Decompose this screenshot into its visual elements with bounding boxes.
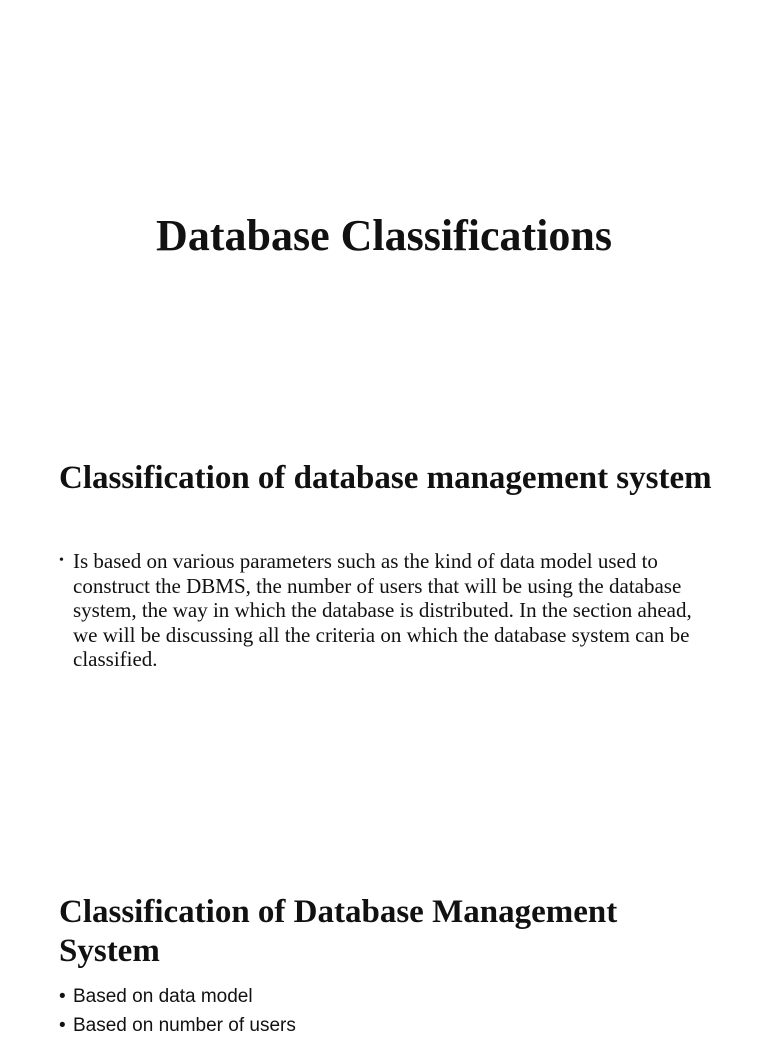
slide-title [0,0,768,432]
list-item [59,982,709,1011]
bullet-list [59,982,709,1040]
bullet-icon: • [59,986,66,1007]
slide-classification-overview [0,432,768,864]
bullet-list [59,549,709,672]
bullet-icon: • [59,1015,66,1036]
list-item [59,1011,709,1040]
slide-classification-criteria [0,864,768,1036]
slide-heading: Classification of database management system [59,460,712,496]
bullet-icon: • [59,553,64,568]
list-item [59,549,709,672]
page-title: Database Classifications [156,211,612,260]
slide-heading: Classification of Database Management System [59,894,618,969]
bullet-text: Based on data model [73,986,253,1007]
bullet-text: Based on number of users [73,1015,296,1036]
bullet-text: Is based on various parameters such as the kind of data model used to construct the DBMS, the number of users that will be using the database system, the way in which the database is distributed. In the section ahead, we will be discussing all the criteria on which the database system can be classified. [73,549,692,671]
